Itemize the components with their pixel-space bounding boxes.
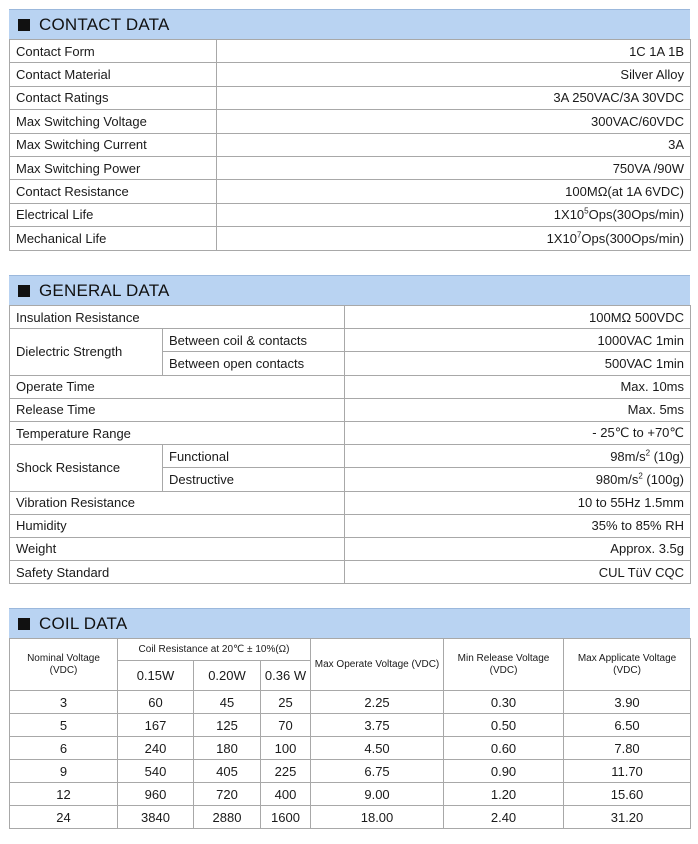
- table-row: [10, 537, 691, 560]
- table-row: [10, 491, 691, 514]
- table-row: [10, 806, 691, 829]
- row-value: Silver Alloy: [217, 63, 691, 86]
- row-value: Max. 5ms: [345, 398, 691, 421]
- table-row: [10, 133, 691, 156]
- square-bullet-icon: [18, 19, 30, 31]
- table-row: [10, 398, 691, 421]
- table-row: [10, 180, 691, 203]
- row-value: 500VAC 1min: [345, 352, 691, 375]
- table-cell: 9.00: [311, 783, 444, 806]
- table-cell: 240: [118, 737, 194, 760]
- table-cell: 6.75: [311, 760, 444, 783]
- table-row: [10, 375, 691, 398]
- table-row: [10, 760, 691, 783]
- contact-data-header: [9, 9, 690, 39]
- row-value: $1X10^7Ops(300Ops/\min)$: [217, 227, 691, 250]
- table-cell: 0.30: [444, 691, 564, 714]
- row-value: 10 to 55Hz 1.5mm: [345, 491, 691, 514]
- table-cell: 2.25: [311, 691, 444, 714]
- table-cell: 405: [194, 760, 261, 783]
- table-cell: 125: [194, 714, 261, 737]
- square-bullet-icon: [18, 618, 30, 630]
- table-cell: 70: [261, 714, 311, 737]
- section-title: CONTACT DATA: [39, 14, 170, 34]
- table-row: [10, 514, 691, 537]
- row-label: Contact Ratings: [10, 86, 217, 109]
- row-label: Vibration Resistance: [10, 491, 345, 514]
- row-label: Release Time: [10, 398, 345, 421]
- row-sublabel: Functional: [163, 445, 345, 468]
- table-cell: 7.80: [564, 737, 691, 760]
- table-cell: 45: [194, 691, 261, 714]
- table-row: [10, 561, 691, 584]
- coil-data-section: [9, 608, 690, 829]
- row-label: Shock Resistance: [10, 445, 163, 491]
- table-row: [10, 110, 691, 133]
- table-cell: 18.00: [311, 806, 444, 829]
- row-label: Max Switching Current: [10, 133, 217, 156]
- row-sublabel: Destructive: [163, 468, 345, 491]
- min-release-voltage-header: Min Release Voltage (VDC): [444, 639, 564, 691]
- row-value: 3A: [217, 133, 691, 156]
- table-cell: 720: [194, 783, 261, 806]
- table-row: [10, 691, 691, 714]
- row-value: $1X10^5Ops(30Ops/\min)$: [217, 203, 691, 226]
- row-label: Contact Material: [10, 63, 217, 86]
- row-label: Max Switching Voltage: [10, 110, 217, 133]
- row-value: 1C 1A 1B: [217, 40, 691, 63]
- table-row: [10, 203, 691, 226]
- table-cell: 0.90: [444, 760, 564, 783]
- table-row: [10, 86, 691, 109]
- table-cell: 25: [261, 691, 311, 714]
- section-title: GENERAL DATA: [39, 280, 170, 300]
- coil-resistance-header: Coil Resistance at 20℃ ± 10%(Ω): [118, 639, 311, 661]
- table-cell: 1600: [261, 806, 311, 829]
- row-label: Contact Form: [10, 40, 217, 63]
- table-cell: 3.90: [564, 691, 691, 714]
- row-value: 35% to 85% RH: [345, 514, 691, 537]
- table-cell: 540: [118, 760, 194, 783]
- row-label: Contact Resistance: [10, 180, 217, 203]
- row-label: Weight: [10, 537, 345, 560]
- table-cell: 0.60: [444, 737, 564, 760]
- row-value: 100MΩ(at 1A 6VDC): [217, 180, 691, 203]
- general-data-table: [9, 305, 691, 584]
- max-operate-voltage-header: Max Operate Voltage (VDC): [311, 639, 444, 691]
- table-cell: 960: [118, 783, 194, 806]
- table-row: [10, 737, 691, 760]
- row-value: 3A 250VAC/3A 30VDC: [217, 86, 691, 109]
- table-cell: 6: [10, 737, 118, 760]
- table-row: [10, 445, 691, 468]
- table-row: [10, 227, 691, 250]
- table-row: [10, 329, 691, 352]
- row-label: Insulation Resistance: [10, 306, 345, 329]
- row-value: $98m/s^2$ (10g): [345, 445, 691, 468]
- row-sublabel: Between open contacts: [163, 352, 345, 375]
- row-label: Dielectric Strength: [10, 329, 163, 375]
- row-value: - 25℃ to +70℃: [345, 421, 691, 444]
- table-cell: 4.50: [311, 737, 444, 760]
- row-label: Mechanical Life: [10, 227, 217, 250]
- row-label: Safety Standard: [10, 561, 345, 584]
- table-cell: 31.20: [564, 806, 691, 829]
- table-cell: 2.40: [444, 806, 564, 829]
- general-data-header: [9, 275, 690, 305]
- table-header-row: [10, 639, 691, 661]
- row-label: Max Switching Power: [10, 156, 217, 179]
- row-value: CUL TüV CQC: [345, 561, 691, 584]
- row-value: $980m/s^2$ (100g): [345, 468, 691, 491]
- table-cell: 167: [118, 714, 194, 737]
- coil-data-header: [9, 608, 690, 638]
- row-label: Electrical Life: [10, 203, 217, 226]
- row-sublabel: Between coil & contacts: [163, 329, 345, 352]
- table-row: [10, 63, 691, 86]
- square-bullet-icon: [18, 285, 30, 297]
- table-cell: 24: [10, 806, 118, 829]
- general-data-section: [9, 275, 690, 584]
- row-value: 300VAC/60VDC: [217, 110, 691, 133]
- table-cell: 15.60: [564, 783, 691, 806]
- table-cell: 100: [261, 737, 311, 760]
- coil-data-table: [9, 638, 691, 829]
- table-cell: 1.20: [444, 783, 564, 806]
- table-row: [10, 40, 691, 63]
- table-cell: 11.70: [564, 760, 691, 783]
- table-cell: 2880: [194, 806, 261, 829]
- row-value: 750VA /90W: [217, 156, 691, 179]
- row-value: 1000VAC 1min: [345, 329, 691, 352]
- table-cell: 3.75: [311, 714, 444, 737]
- row-value: Approx. 3.5g: [345, 537, 691, 560]
- table-cell: 400: [261, 783, 311, 806]
- row-value: 100MΩ 500VDC: [345, 306, 691, 329]
- table-cell: 5: [10, 714, 118, 737]
- table-cell: 3: [10, 691, 118, 714]
- table-row: [10, 783, 691, 806]
- power-header-036w: 0.36 W: [261, 661, 311, 691]
- contact-data-section: [9, 9, 690, 251]
- table-row: [10, 421, 691, 444]
- table-cell: 9: [10, 760, 118, 783]
- table-row: [10, 714, 691, 737]
- row-label: Operate Time: [10, 375, 345, 398]
- table-cell: 60: [118, 691, 194, 714]
- section-title: COIL DATA: [39, 613, 128, 633]
- table-row: [10, 306, 691, 329]
- power-header-015w: 0.15W: [118, 661, 194, 691]
- table-cell: 225: [261, 760, 311, 783]
- table-cell: 180: [194, 737, 261, 760]
- max-applicate-voltage-header: Max Applicate Voltage (VDC): [564, 639, 691, 691]
- table-cell: 0.50: [444, 714, 564, 737]
- table-cell: 6.50: [564, 714, 691, 737]
- row-label: Humidity: [10, 514, 345, 537]
- nominal-voltage-header: Nominal Voltage (VDC): [10, 639, 118, 691]
- row-value: Max. 10ms: [345, 375, 691, 398]
- contact-data-table: [9, 39, 691, 251]
- power-header-020w: 0.20W: [194, 661, 261, 691]
- table-row: [10, 156, 691, 179]
- table-cell: 3840: [118, 806, 194, 829]
- table-cell: 12: [10, 783, 118, 806]
- row-label: Temperature Range: [10, 421, 345, 444]
